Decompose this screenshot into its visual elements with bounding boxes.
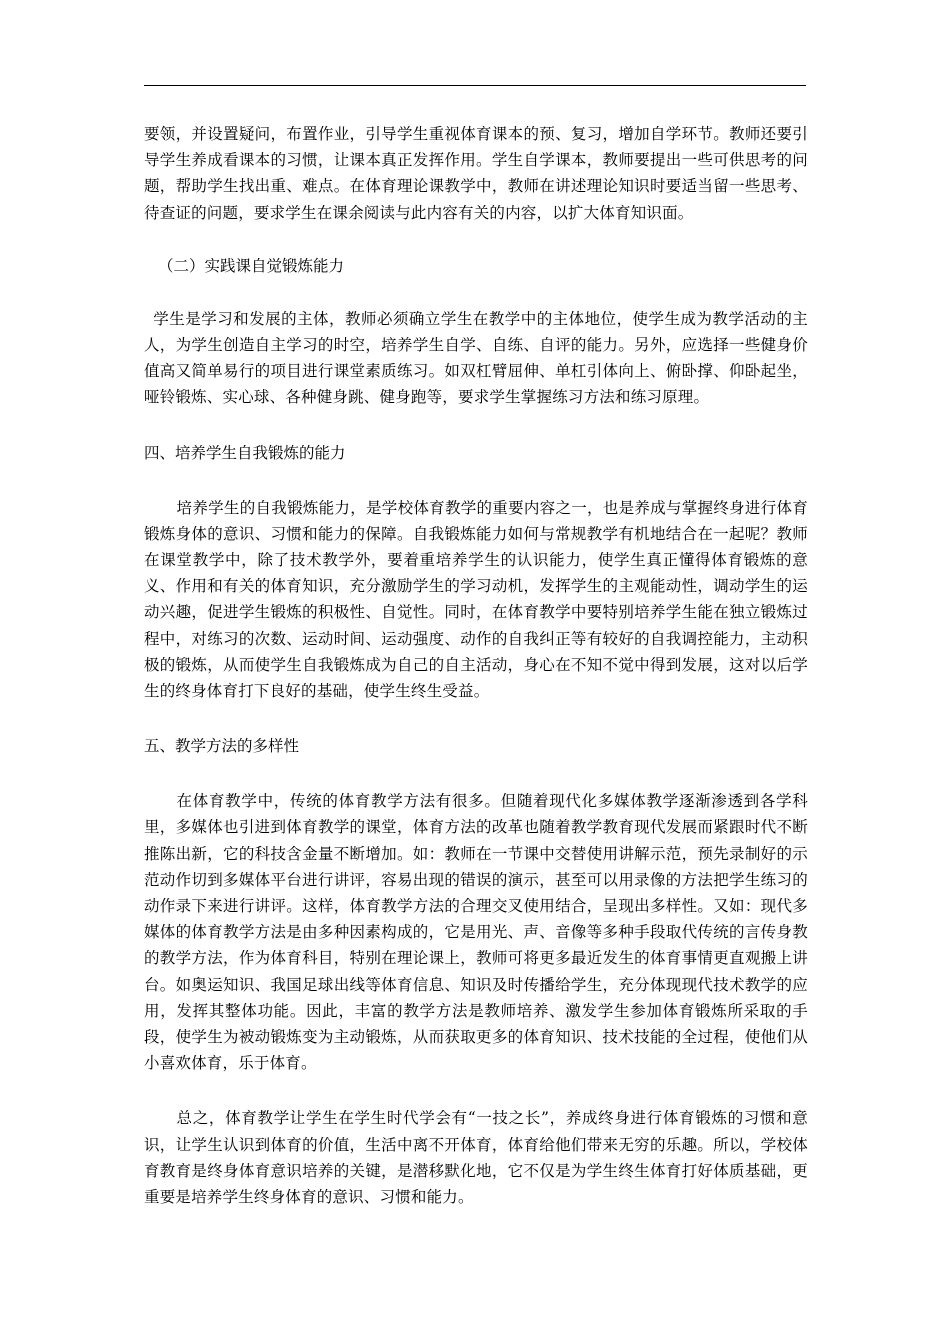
subheading-practice-course: （二）实践课自觉锻炼能力 <box>158 256 345 275</box>
paragraph-self-exercise: 培养学生的自我锻炼能力，是学校体育教学的重要内容之一，也是养成与掌握终身进行体育锻炼身体的意识、习惯和能力的保障。自我锻炼能力如何与常规教学有机地结合在一起呢？教师在课堂教学中，除了技术教学外，要着重培养学生的认识能力，使学生真正懂得体育锻炼的意义、作用和有关的体育知识，充分激励学生的学习动机，发挥学生的主观能动性，调动学生的运动兴趣，促进学生锻炼的积极性、自觉性。同时，在体育教学中要特别培养学生能在独立锻炼过程中，对练习的次数、运动时间、运动强度、动作的自我纠正等有较好的自我调控能力，主动积极的锻炼，从而使学生自我锻炼成为自己的自主活动，身心在不知不觉中得到发展，这对以后学生的终身体育打下良好的基础，使学生终生受益。 <box>144 498 808 701</box>
heading-section-five: 五、教学方法的多样性 <box>144 737 300 756</box>
document-body <box>144 121 808 1210</box>
paragraph-intro-continuation: 要领，并设置疑问，布置作业，引导学生重视体育课本的预、复习，增加自学环节。教师还要引导学生养成看课本的习惯，让课本真正发挥作用。学生自学课本，教师要提出一些可供思考的问题，帮助学生找出重、难点。在体育理论课教学中，教师在讲述理论知识时要适当留一些思考、待查证的问题，要求学生在课余阅读与此内容有关的内容，以扩大体育知识面。 <box>144 125 808 222</box>
heading-section-four: 四、培养学生自我锻炼的能力 <box>144 443 346 462</box>
paragraph-student-subject: 学生是学习和发展的主体，教师必须确立学生在教学中的主体地位，使学生成为教学活动的主人，为学生创造自主学习的时空，培养学生自学、自练、自评的能力。另外，应选择一些健身价值高又简单易行的项目进行课堂素质练习。如双杠臂屈伸、单杠引体向上、俯卧撑、仰卧起坐，哑铃锻炼、实心球、各种健身跳、健身跑等，要求学生掌握练习方法和练习原理。 <box>144 309 808 407</box>
paragraph-conclusion: 总之，体育教学让学生在学生时代学会有“一技之长”，养成终身进行体育锻炼的习惯和意识，让学生认识到体育的价值，生活中离不开体育，体育给他们带来无穷的乐趣。所以，学校体育教育是终身体育意识培养的关键，是潜移默化地，它不仅是为学生终生体育打好体质基础，更重要是培养学生终身体育的意识、习惯和能力。 <box>144 1109 808 1207</box>
paragraph-teaching-methods: 在体育教学中，传统的体育教学方法有很多。但随着现代化多媒体教学逐渐渗透到各学科里，多媒体也引进到体育教学的课堂，体育方法的改革也随着教学教育现代发展而紧跟时代不断推陈出新，它的科技含金量不断增加。如：教师在一节课中交替使用讲解示范，预先录制好的示范动作切到多媒体平台进行讲评，容易出现的错误的演示，甚至可以用录像的方法把学生练习的动作录下来进行讲评。这样，体育教学方法的合理交叉使用结合，呈现出多样性。又如：现代多媒体的体育教学方法是由多种因素构成的，它是用光、声、音像等多种手段取代传统的言传身教的教学方法，作为体育科目，特别在理论课上，教师可将更多最近发生的体育事情更直观搬上讲台。如奥运知识、我国足球出线等体育信息、知识及时传播给学生，充分体现现代技术教学的应用，发挥其整体功能。因此，丰富的教学方法是教师培养、激发学生参加体育锻炼所采取的手段，使学生为被动锻炼变为主动锻炼，从而获取更多的体育知识、技术技能的全过程，使他们从小喜欢体育，乐于体育。 <box>144 792 808 1073</box>
header-rule <box>144 85 806 86</box>
